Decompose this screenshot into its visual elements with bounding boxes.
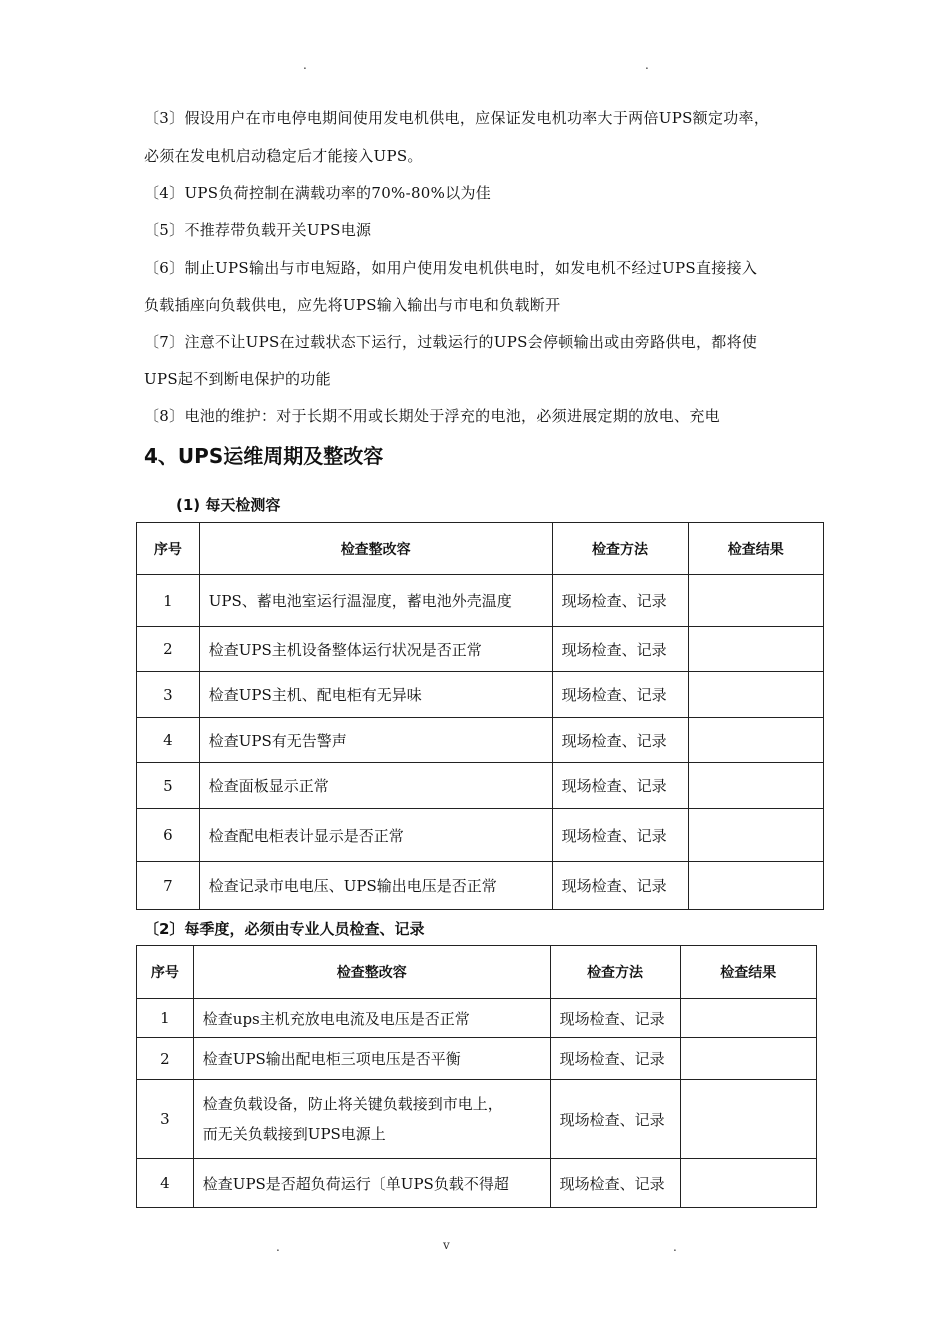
row-result (688, 575, 824, 627)
row-no: 3 (137, 672, 200, 718)
col-header-method: 检查方法 (552, 523, 688, 575)
row-item-line: 而无关负载接到UPS电源上 (202, 1125, 386, 1143)
header-dot-left: . (303, 58, 307, 72)
row-method: 现场检查、记录 (550, 1038, 680, 1080)
row-item: 检查ups主机充放电电流及电压是否正常 (193, 999, 550, 1038)
row-no: 5 (137, 763, 200, 809)
row-result (688, 862, 824, 910)
paragraph-line: UPS起不到断电保护的功能 (144, 370, 331, 388)
row-item-line: 检查负载设备，防止将关键负载接到市电上， (202, 1095, 503, 1113)
col-header-method: 检查方法 (550, 946, 680, 999)
table-header-row (137, 946, 817, 999)
footer-center-mark: v (443, 1238, 450, 1252)
paragraph-line: 〔6〕制止UPS输出与市电短路，如用户使用发电机供电时，如发电机不经过UPS直接接入 (144, 259, 758, 277)
row-item: 检查记录市电电压、UPS输出电压是否正常 (199, 862, 552, 910)
col-header-item: 检查整改容 (193, 946, 550, 999)
row-item: 检查UPS有无告警声 (199, 718, 552, 763)
row-no: 1 (137, 999, 194, 1038)
row-no: 3 (137, 1080, 194, 1159)
row-method: 现场检查、记录 (552, 809, 688, 862)
row-no: 2 (137, 1038, 194, 1080)
col-header-result: 检查结果 (688, 523, 824, 575)
col-header-result: 检查结果 (680, 946, 816, 999)
row-result (680, 1038, 816, 1080)
row-method: 现场检查、记录 (552, 575, 688, 627)
row-method: 现场检查、记录 (552, 627, 688, 672)
section-title: 4、UPS运维周期及整改容 (144, 444, 384, 468)
row-method: 现场检查、记录 (552, 763, 688, 809)
row-method: 现场检查、记录 (552, 862, 688, 910)
row-item-multiline (193, 1080, 550, 1159)
row-method: 现场检查、记录 (550, 1080, 680, 1159)
table-row (137, 627, 824, 672)
row-method: 现场检查、记录 (550, 999, 680, 1038)
paragraph-line: 〔5〕不推荐带负载开关UPS电源 (144, 221, 372, 239)
row-item: 检查面板显示正常 (199, 763, 552, 809)
table-row (137, 862, 824, 910)
table-row (137, 1038, 817, 1080)
row-result (688, 763, 824, 809)
row-no: 6 (137, 809, 200, 862)
quarterly-subtitle: 〔2〕每季度，必须由专业人员检查、记录 (144, 920, 425, 938)
row-item: 检查配电柜表计显示是否正常 (199, 809, 552, 862)
row-item: 检查UPS是否超负荷运行〔单UPS负载不得超 (193, 1159, 550, 1208)
row-no: 4 (137, 718, 200, 763)
paragraph-line: 〔8〕电池的维护：对于长期不用或长期处于浮充的电池，必须进展定期的放电、充电 (144, 407, 720, 425)
table-row (137, 1080, 817, 1159)
header-dot-right: . (645, 58, 649, 72)
paragraph-line: 负载插座向负载供电，应先将UPS输入输出与市电和负载断开 (144, 296, 561, 314)
col-header-no: 序号 (137, 946, 194, 999)
row-method: 现场检查、记录 (552, 672, 688, 718)
table-row (137, 672, 824, 718)
paragraph-line: 〔7〕注意不让UPS在过载状态下运行，过载运行的UPS会停顿输出或由旁路供电，都将使 (144, 333, 758, 351)
row-method: 现场检查、记录 (552, 718, 688, 763)
paragraph-line: 〔4〕UPS负荷控制在满载功率的70%-80%以为佳 (144, 184, 492, 202)
row-result (688, 627, 824, 672)
row-no: 7 (137, 862, 200, 910)
row-result (688, 672, 824, 718)
row-result (680, 1159, 816, 1208)
row-item: 检查UPS输出配电柜三项电压是否平衡 (193, 1038, 550, 1080)
table-row (137, 999, 817, 1038)
table-row (137, 575, 824, 627)
daily-subtitle: (1) 每天检测容 (176, 496, 281, 514)
quarterly-check-table (136, 945, 817, 1208)
paragraph-line: 必须在发电机启动稳定后才能接入UPS。 (144, 147, 423, 165)
table-row (137, 718, 824, 763)
table-row (137, 1159, 817, 1208)
table-header-row (137, 523, 824, 575)
table-row (137, 763, 824, 809)
row-result (688, 809, 824, 862)
row-no: 2 (137, 627, 200, 672)
footer-dot-left: . (276, 1240, 280, 1254)
row-no: 4 (137, 1159, 194, 1208)
row-item: 检查UPS主机、配电柜有无异味 (199, 672, 552, 718)
row-method: 现场检查、记录 (550, 1159, 680, 1208)
row-result (680, 1080, 816, 1159)
row-no: 1 (137, 575, 200, 627)
footer-dot-right: . (673, 1240, 677, 1254)
col-header-no: 序号 (137, 523, 200, 575)
row-result (680, 999, 816, 1038)
row-item: UPS、蓄电池室运行温湿度，蓄电池外壳温度 (199, 575, 552, 627)
table-row (137, 809, 824, 862)
paragraph-line: 〔3〕假设用户在市电停电期间使用发电机供电，应保证发电机功率大于两倍UPS额定功率， (144, 109, 770, 127)
row-result (688, 718, 824, 763)
daily-check-table (136, 522, 824, 910)
col-header-item: 检查整改容 (199, 523, 552, 575)
row-item: 检查UPS主机设备整体运行状况是否正常 (199, 627, 552, 672)
